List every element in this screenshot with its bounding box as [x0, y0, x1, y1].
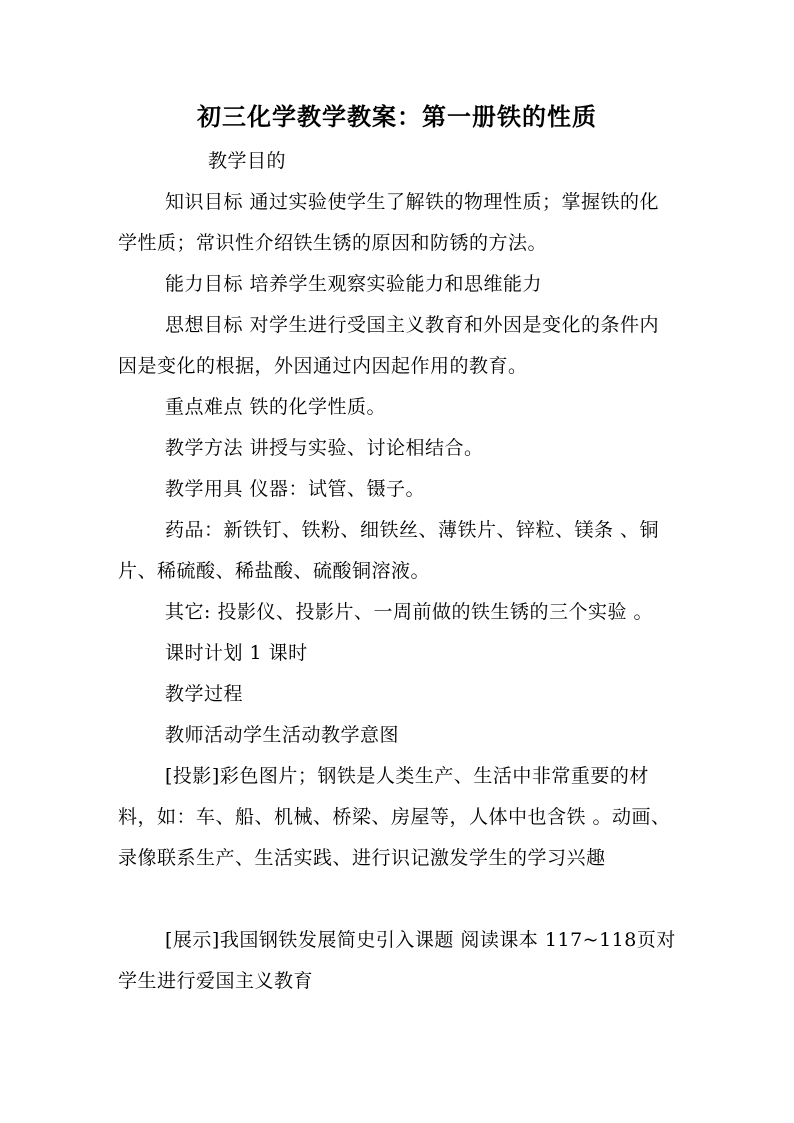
paragraph-display: [展示]我国钢铁发展简史引入课题 阅读课本 117~118页对学生进行爱国主义教育 [118, 929, 676, 992]
paragraph-teaching-tools: 教学用具 仪器：试管、镊子。 [165, 478, 426, 500]
paragraph-ability-goal: 能力目标 培养学生观察实验能力和思维能力 [165, 273, 543, 295]
paragraph-teaching-method: 教学方法 讲授与实验、讨论相结合。 [165, 437, 484, 459]
paragraph-other-equipment: 其它: 投影仪、投影片、一周前做的铁生锈的三个实验 。 [165, 601, 653, 623]
section-heading-teaching-goals: 教学目的 [208, 150, 287, 172]
paragraph-lesson-plan: 课时计划 1 课时 [165, 642, 308, 664]
paragraph-activity-columns: 教师活动学生活动教学意图 [165, 724, 400, 746]
paragraph-key-points: 重点难点 铁的化学性质。 [165, 396, 387, 418]
paragraph-knowledge-goal: 知识目标 通过实验使学生了解铁的物理性质；掌握铁的化学性质；常识性介绍铁生锈的原因和防锈的方法。 [118, 191, 660, 254]
paragraph-chemicals: 药品：新铁钉、铁粉、细铁丝、薄铁片、锌粒、镁条 、铜片、稀硫酸、稀盐酸、硫酸铜溶液。 [118, 519, 660, 582]
paragraph-projection: [投影]彩色图片；钢铁是人类生产、生活中非常重要的材料，如：车、船、机械、桥梁、房屋等，人体中也含铁 。动画、录像联系生产、生活实践、进行识记激发学生的学习兴趣 [118, 765, 671, 869]
paragraph-thought-goal: 思想目标 对学生进行受国主义教育和外因是变化的条件内因是变化的根据，外因通过内因起作用的教育。 [118, 314, 660, 377]
document-title: 初三化学教学教案：第一册铁的性质 [197, 102, 597, 131]
section-heading-teaching-process: 教学过程 [165, 683, 244, 705]
